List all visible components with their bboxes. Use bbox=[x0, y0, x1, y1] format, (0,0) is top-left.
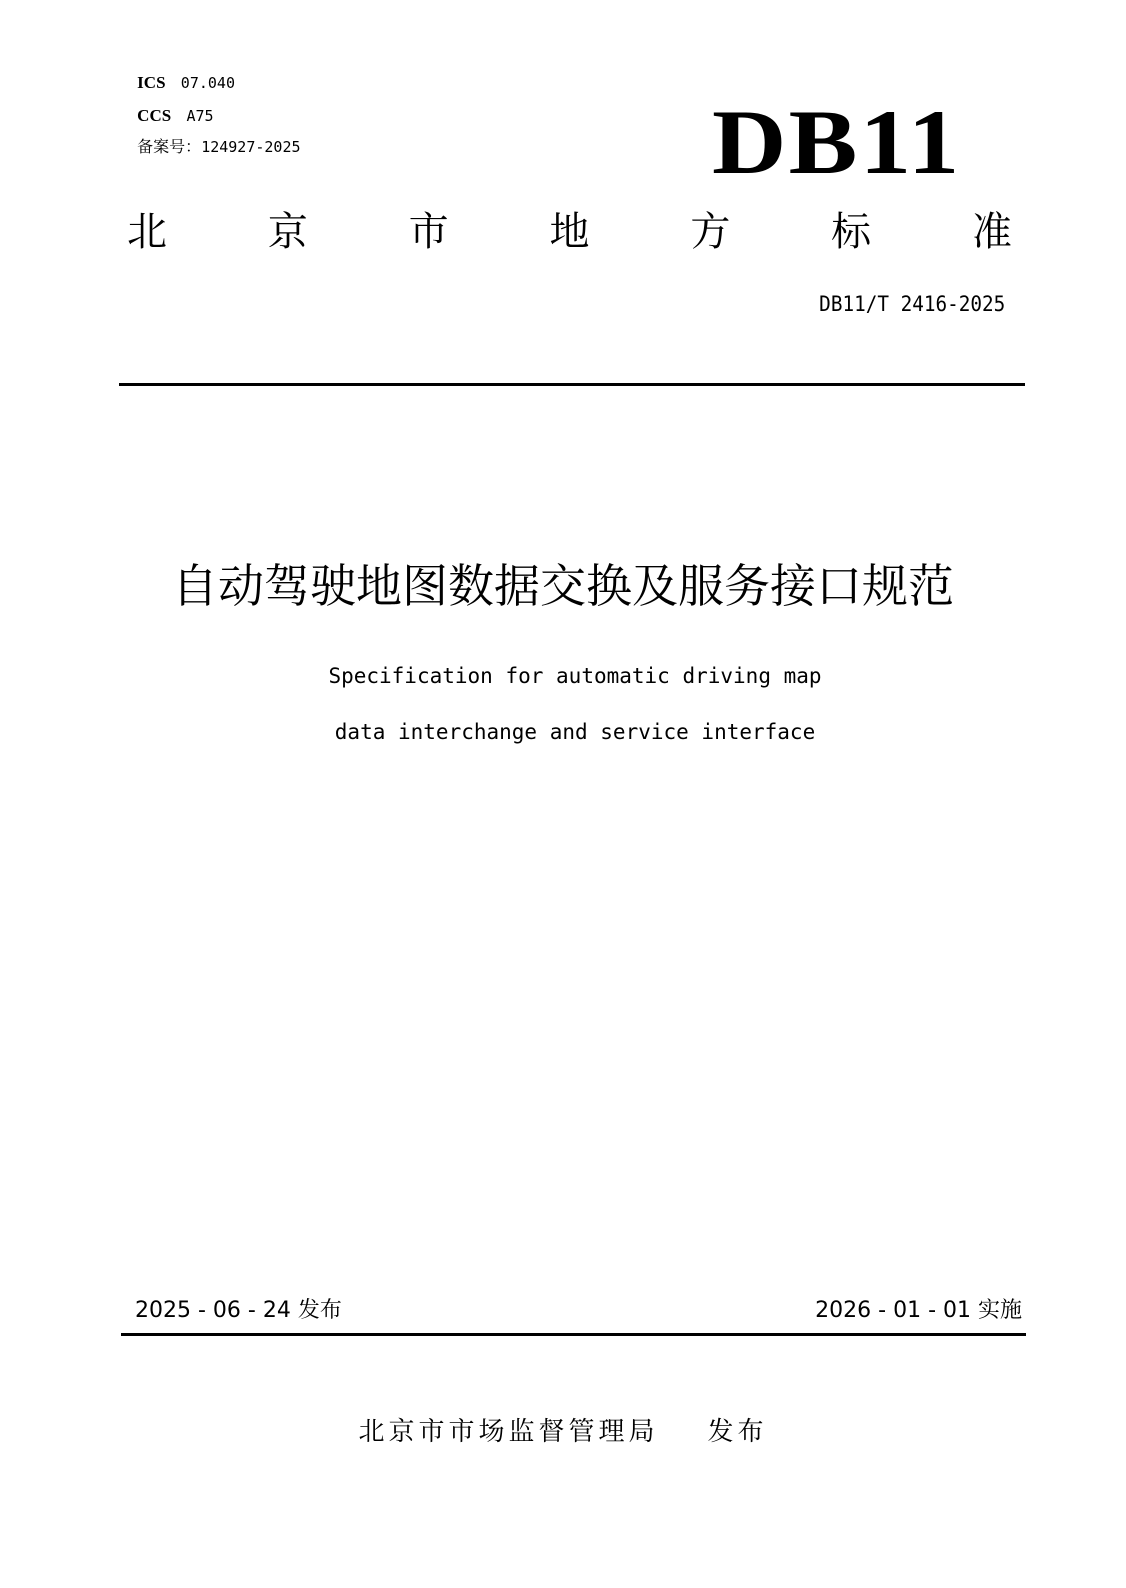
standard-type-char: 标 bbox=[831, 209, 872, 255]
implementation-date: 2026 - 01 - 01 实施 bbox=[815, 1298, 1022, 1323]
standard-type-heading bbox=[127, 206, 1012, 258]
top-divider bbox=[119, 383, 1025, 386]
standard-number: DB11/T 2416-2025 bbox=[818, 292, 1005, 316]
release-date: 2025 - 06 - 24 发布 bbox=[135, 1298, 342, 1323]
bottom-divider bbox=[121, 1333, 1026, 1336]
issuer-action: 发布 bbox=[707, 1417, 768, 1447]
ccs-label: CCS bbox=[137, 106, 172, 125]
document-title-en-line1: Specification for automatic driving map bbox=[328, 664, 822, 688]
standard-type-char: 地 bbox=[549, 209, 590, 255]
standard-type-char: 市 bbox=[408, 209, 449, 255]
document-title-en-line2: data interchange and service interface bbox=[334, 720, 816, 744]
filing-value: 124927-2025 bbox=[201, 138, 301, 156]
standard-type-char: 准 bbox=[971, 209, 1012, 255]
issuer-name: 北京市市场监督管理局 bbox=[358, 1417, 659, 1447]
document-title-cn: 自动驾驶地图数据交换及服务接口规范 bbox=[172, 559, 954, 613]
filing-label: 备案号： bbox=[137, 137, 202, 156]
standard-type-char: 方 bbox=[690, 209, 731, 255]
ccs-value: A75 bbox=[186, 107, 214, 125]
issuer-line bbox=[0, 1414, 1126, 1450]
db11-logo: DB11 bbox=[712, 91, 962, 193]
ics-label: ICS bbox=[137, 73, 166, 92]
standard-type-char: 北 bbox=[127, 209, 167, 255]
standard-type-char: 京 bbox=[267, 209, 308, 255]
ics-value: 07.040 bbox=[180, 74, 235, 92]
filing-line bbox=[127, 117, 301, 157]
